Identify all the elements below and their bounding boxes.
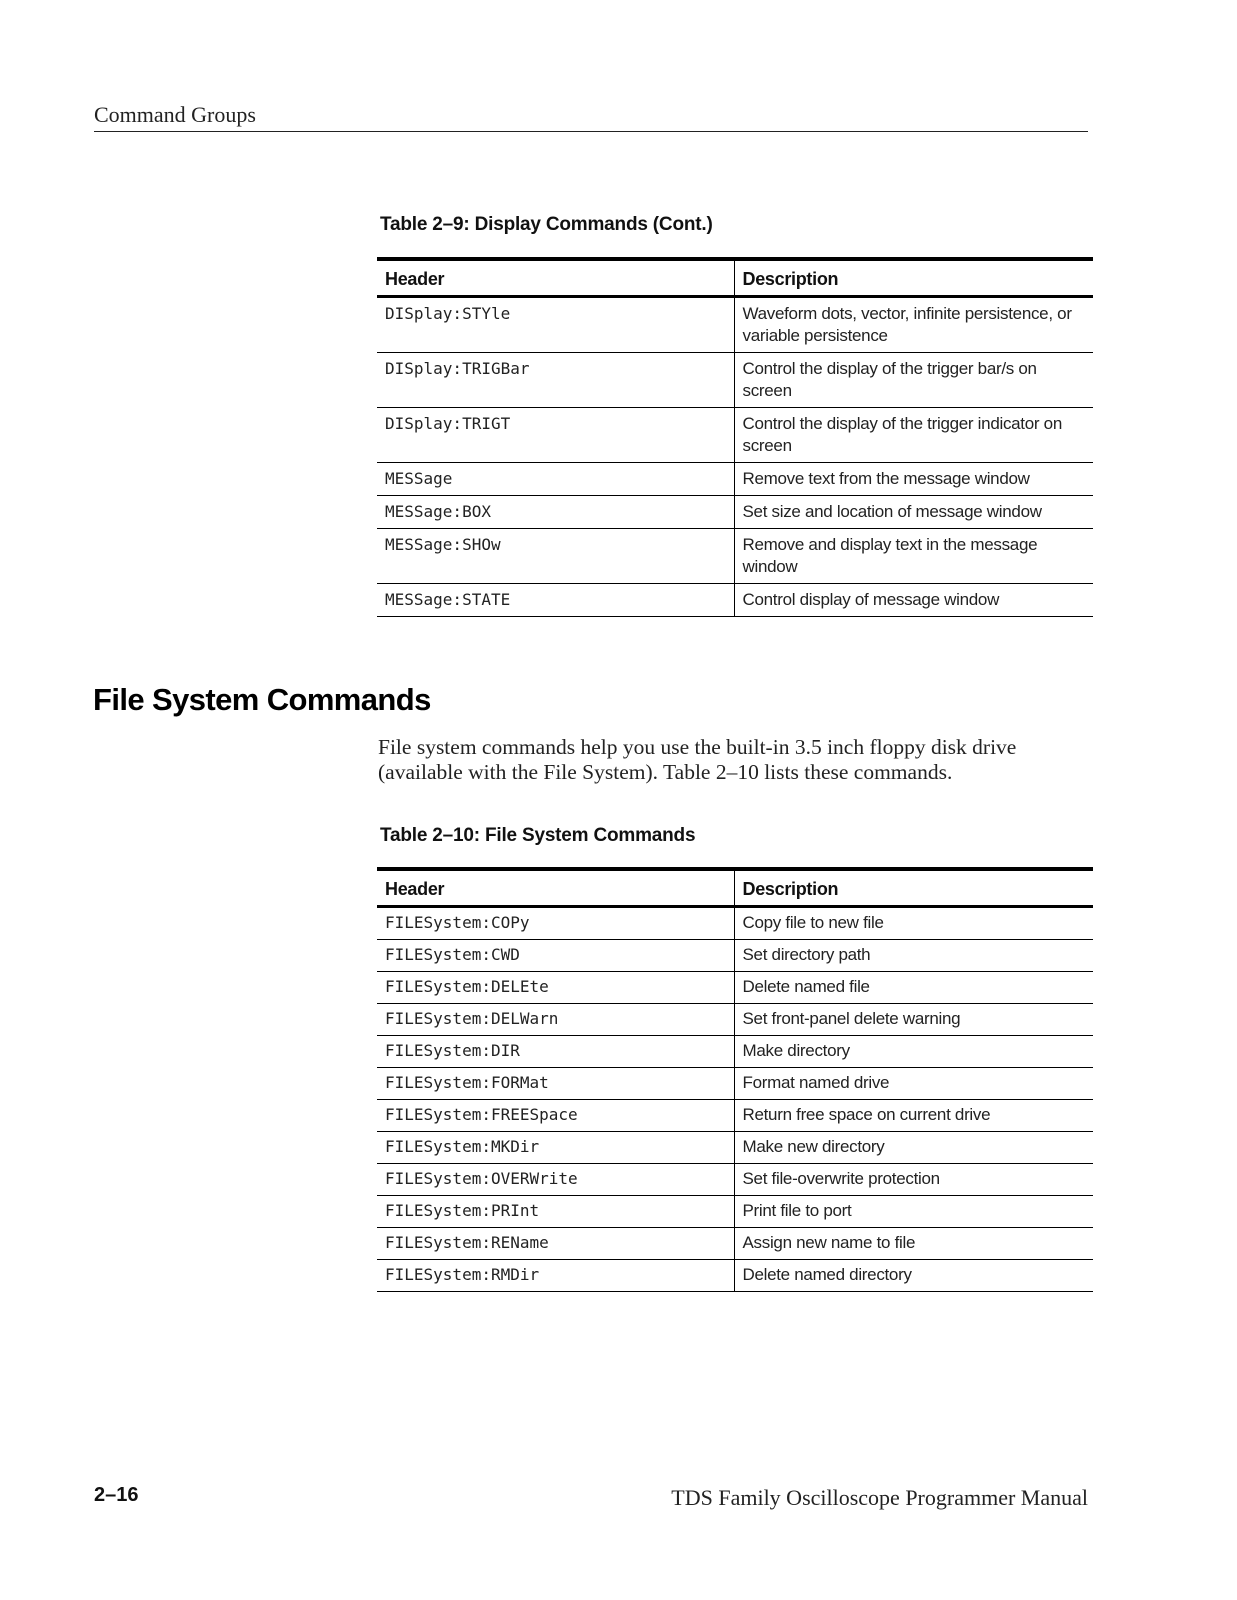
command-header: MESSage (377, 463, 734, 496)
table-header-row (377, 869, 1093, 907)
section-heading: File System Commands (93, 682, 431, 717)
command-description: Make directory (734, 1036, 1093, 1068)
table-row (377, 463, 1093, 496)
table-row (377, 1004, 1093, 1036)
command-description: Assign new name to file (734, 1228, 1093, 1260)
command-description: Remove text from the message window (734, 463, 1093, 496)
section-body-text: File system commands help you use the built-in 3.5 inch floppy disk drive (available with the File System). Table 2–10 lists these commands. (378, 735, 1017, 784)
file-system-commands-table (377, 867, 1093, 1292)
table-row (377, 297, 1093, 353)
table-header-row (377, 259, 1093, 297)
table-caption-display: Table 2–9: Display Commands (Cont.) (380, 214, 713, 235)
command-header: FILESystem:REName (377, 1228, 734, 1260)
command-header: FILESystem:DELWarn (377, 1004, 734, 1036)
command-description: Print file to port (734, 1196, 1093, 1228)
display-commands-table (377, 257, 1093, 617)
command-description: Set directory path (734, 940, 1093, 972)
table-row (377, 353, 1093, 408)
command-description: Control the display of the trigger indicator on screen (734, 408, 1093, 463)
command-header: FILESystem:FREESpace (377, 1100, 734, 1132)
command-description: Set file-overwrite protection (734, 1164, 1093, 1196)
command-header: DISplay:TRIGT (377, 408, 734, 463)
column-header: Header (377, 869, 734, 907)
command-description: Copy file to new file (734, 907, 1093, 940)
table-row (377, 1196, 1093, 1228)
table-row (377, 1068, 1093, 1100)
command-description: Control display of message window (734, 584, 1093, 617)
table-row (377, 907, 1093, 940)
command-description: Set front-panel delete warning (734, 1004, 1093, 1036)
command-header: FILESystem:MKDir (377, 1132, 734, 1164)
command-header: MESSage:BOX (377, 496, 734, 529)
command-header: DISplay:STYle (377, 297, 734, 353)
table-row (377, 972, 1093, 1004)
table-row (377, 1228, 1093, 1260)
command-header: FILESystem:DELEte (377, 972, 734, 1004)
table-caption-filesystem: Table 2–10: File System Commands (380, 825, 696, 846)
command-header: DISplay:TRIGBar (377, 353, 734, 408)
command-header: FILESystem:CWD (377, 940, 734, 972)
command-header: FILESystem:FORMat (377, 1068, 734, 1100)
table-row (377, 496, 1093, 529)
command-description: Delete named file (734, 972, 1093, 1004)
table-row (377, 1100, 1093, 1132)
command-description: Remove and display text in the message window (734, 529, 1093, 584)
column-header: Header (377, 259, 734, 297)
command-description: Set size and location of message window (734, 496, 1093, 529)
command-header: FILESystem:PRInt (377, 1196, 734, 1228)
command-header: FILESystem:RMDir (377, 1260, 734, 1292)
command-description: Format named drive (734, 1068, 1093, 1100)
command-header: MESSage:SHOw (377, 529, 734, 584)
column-header: Description (734, 869, 1093, 907)
command-description: Control the display of the trigger bar/s on screen (734, 353, 1093, 408)
table-row (377, 1260, 1093, 1292)
command-description: Delete named directory (734, 1260, 1093, 1292)
command-header: FILESystem:OVERWrite (377, 1164, 734, 1196)
running-head: Command Groups (94, 102, 1088, 132)
command-description: Return free space on current drive (734, 1100, 1093, 1132)
table-row (377, 1132, 1093, 1164)
table-row (377, 584, 1093, 617)
table-row (377, 529, 1093, 584)
command-header: MESSage:STATE (377, 584, 734, 617)
command-header: FILESystem:COPy (377, 907, 734, 940)
column-header: Description (734, 259, 1093, 297)
table-row (377, 408, 1093, 463)
table-row (377, 1036, 1093, 1068)
command-header: FILESystem:DIR (377, 1036, 734, 1068)
table-row (377, 940, 1093, 972)
command-description: Waveform dots, vector, infinite persistence, or variable persistence (734, 297, 1093, 353)
page-number: 2–16 (94, 1484, 139, 1506)
table-row (377, 1164, 1093, 1196)
manual-title: TDS Family Oscilloscope Programmer Manual (671, 1485, 1088, 1510)
command-description: Make new directory (734, 1132, 1093, 1164)
